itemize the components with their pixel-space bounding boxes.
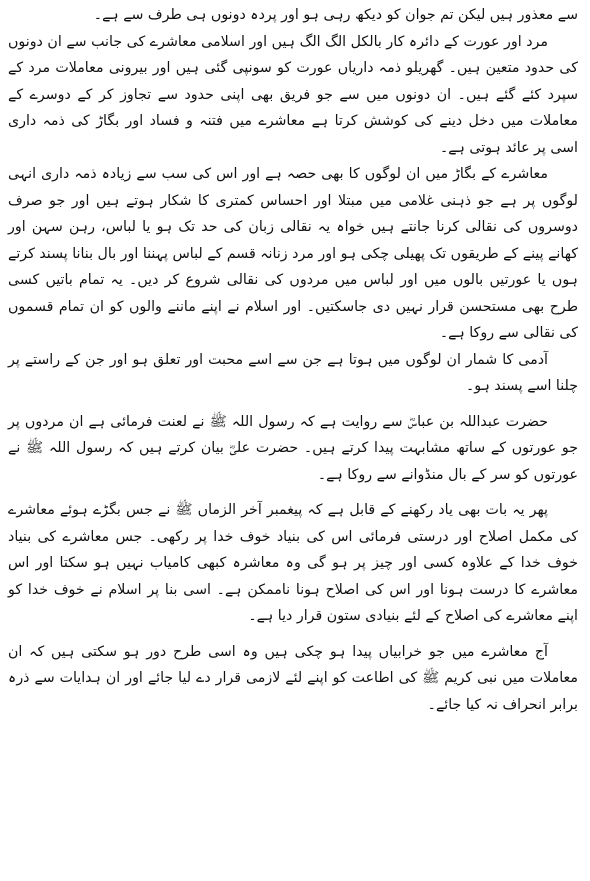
paragraph-continuation: سے معذور ہیں لیکن تم جوان کو دیکھ رہی ہو اور پردہ دونوں ہی طرف سے ہے۔ — [93, 7, 578, 23]
paragraph-company: آدمی کا شمار ان لوگوں میں ہوتا ہے جن سے اسے محبت اور تعلق ہو اور جن کے راستے پر چلنا اسے پسند ہو۔ — [8, 351, 578, 394]
paragraph-imitation: معاشرے کے بگاڑ میں ان لوگوں کا بھی حصہ ہے اور اس کی سب سے زیادہ ذمہ داری انہی لوگوں پر ہے جو ذہنی غلامی میں مبتلا اور احساس کمتری کا شکار ہوتے ہیں اور جو صرف دوسروں کی نقالی کرنا جانتے ہیں خواہ یہ نقالی زبان کی حد تک ہو یا لباس، رہن سہن اور کھانے پینے کے طریقوں تک پھیلی چکی ہو اور مرد زنانہ قسم کے لباس پہننا اور بال بنانا پسند کرتے ہوں یا عورتیں بالوں میں اور لباس میں مردوں کی نقالی شروع کر دیں۔ یہ تمام باتیں کسی طرح بھی مستحسن قرار نہیں دی جاسکتیں۔ اور اسلام نے اپنے ماننے والوں کو ان تمام قسموں کی نقالی سے روکا ہے۔ — [8, 166, 578, 341]
paragraph-gender-spheres: مرد اور عورت کے دائرہ کار بالکل الگ الگ ہیں اور اسلامی معاشرے کی جانب سے ان دونوں کی حدود متعین ہیں۔ گھریلو ذمہ داریاں عورت کو سونپی گئی ہیں اور بیرونی معاملات مرد کے سپرد کئے گئے ہیں۔ ان دونوں میں سے جو فریق بھی اپنی حدود سے تجاوز کر کے دوسرے کے معاملات میں دخل دینے کی کوشش کرتا ہے معاشرے میں فتنہ و فساد اور بگاڑ کی ذمہ داری اسی پر عائد ہوتی ہے۔ — [8, 33, 578, 156]
paragraph-obedience: آج معاشرے میں جو خرابیاں پیدا ہو چکی ہیں وہ اسی طرح دور ہو سکتی ہیں کہ ان معاملات میں نبی کریم ﷺ کی اطاعت کو اپنے لئے لازمی قرار دے لیا جائے اور ان ہدایات سے ذرہ برابر انحراف نہ کیا جائے۔ — [8, 643, 578, 713]
paragraph-hadith: حضرت عبداللہ بن عباسؓ سے روایت ہے کہ رسول اللہ ﷺ نے لعنت فرمائی ہے ان مردوں پر جو عورتوں کے ساتھ مشابہت پیدا کرتے ہیں۔ حضرت علیؓ بیان کرتے ہیں کہ رسول اللہ ﷺ نے عورتوں کو سر کے بال منڈوانے سے روکا ہے۔ — [8, 413, 578, 483]
paragraph-fear-of-god: پھر یہ بات بھی یاد رکھنے کے قابل ہے کہ پیغمبر آخر الزماں ﷺ نے جس بگڑے ہوئے معاشرے کی مکمل اصلاح اور درستی فرمائی اس کی بنیاد خوف خدا پر رکھی۔ جس معاشرے کی بنیاد خوف خدا کے علاوہ کسی اور چیز پر ہو گی وہ معاشرہ کبھی کامیاب نہیں ہو سکتا اور اس معاشرے کا درست ہونا اور اس کی اصلاح ہونا ناممکن ہے۔ اسی بنا پر اسلام نے خوف خدا کو اپنے معاشرے کی اصلاح کے لئے بنیادی ستون قرار دیا ہے۔ — [8, 502, 578, 624]
